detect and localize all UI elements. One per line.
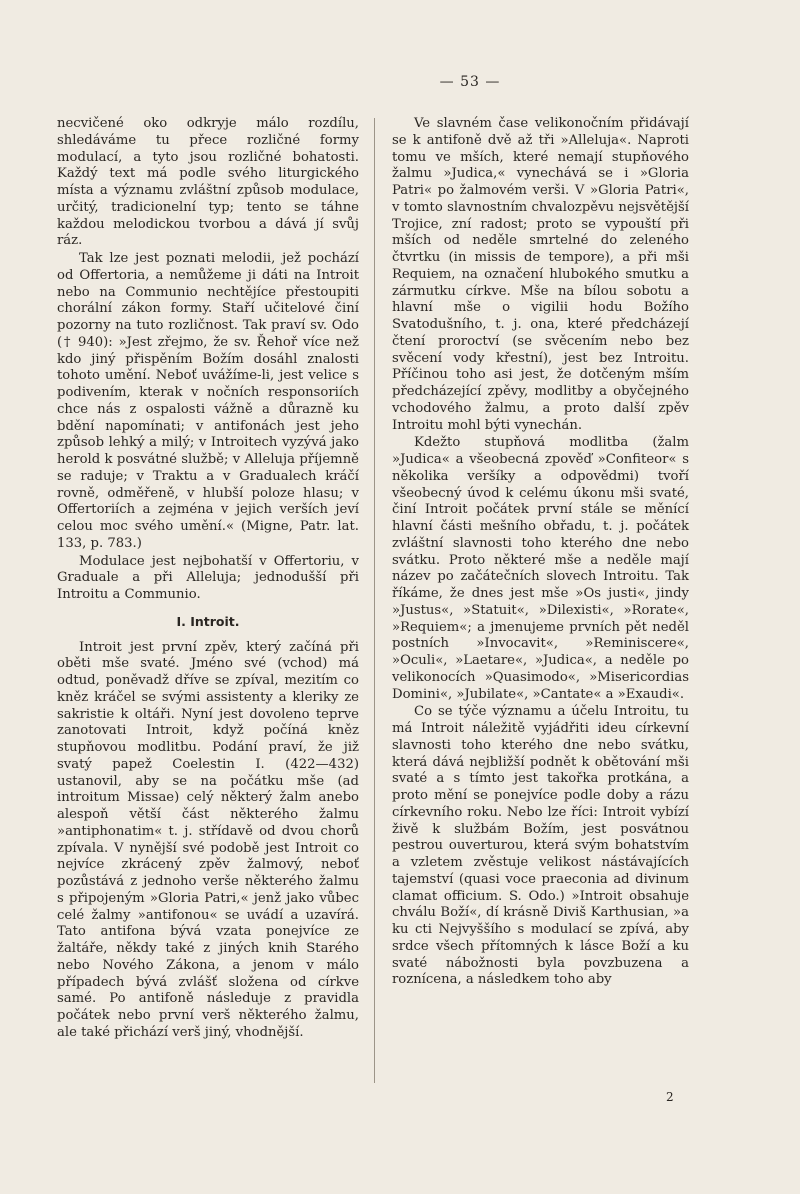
paragraph: Ve slavném čase velikonočním přidávají se k antifoně dvě až tři »Alleluja«. Naproti tomu ve mších, které nemají stupňového žalmu »Judica,« vynechává se i »Gloria Patri« po žalmovém verši. V »Gloria Patri«, v tomto slavnostním chvalozpěvu nejsvětější Trojice, zní radost; proto se vypouští při mších od neděle smrtelné do zeleného čtvrtku (in missis de tempore), a při mši Requiem, na označení hlubokého smutku a zármutku církve. Mše na bílou sobotu a hlavní mše o vigilii hodu Božího Svatodušního, t. j. ona, které předcházejí čtení proroctví (se svěcením nebo bez svěcení vody křestní), jest bez Introitu. Příčinou toho asi jest, že dotčeným mším předcházející zpěvy, modlitby a obyčejného vchodového žalmu, a proto další zpěv Introitu mohl býti vynechán. <box>392 116 689 433</box>
section-heading: I. Introit. <box>176 613 240 629</box>
paragraph: Co se týče významu a účelu Introitu, tu má Introit náležitě vyjádřiti ideu církevní slavnosti toho kterého dne nebo svátku, která dává nejbližší podnět k obětování mši svaté a s tímto jest takořka protkána, a proto mění se ponejvíce podle doby a rázu církevního roku. Nebo lze říci: Introit vybízí živě k službám Božím, jest posvátnou pestrou ouverturou, která svým bohatstvím a vzletem zvěstuje velikost nástávajících tajemství (quasi voce praeconia ad divinum clamat officium. S. Odo.) »Introit obsahuje chválu Boží«, dí krásně Diviš Karthusian, »a ku cti Nejvyššího s modulací se zpívá, aby srdce všech přítomných k lásce Boží a ku svaté nábožnosti byla povzbuzena a roznícena, a následkem toho aby <box>392 704 689 988</box>
paragraph: Kdežto stupňová modlitba (žalm »Judica« a všeobecná zpověď »Confiteor« s několika veršíky a odpovědmi) tvoří všeobecný úvod k celému úkonu mši svaté, činí Introit počátek první stále se měnící hlavní části mešního obřadu, t. j. počátek zvláštní slavnosti toho kterého dne nebo svátku. Proto některé mše a neděle mají název po začátečních slovech Introitu. Tak říkáme, že dnes jest mše »Os justi«, jindy »Justus«, »Statuit«, »Dilexisti«, »Rorate«, »Requiem«; a jmenujeme prvních pět neděl postních »Invocavit«, »Reminiscere«, »Oculi«, »Laetare«, »Judica«, a neděle po velikonocích »Quasimodo«, »Misericordias Domini«, »Jubilate«, »Cantate« a »Exaudi«. <box>392 435 689 702</box>
left-column <box>57 116 359 1042</box>
column-divider <box>374 118 375 1083</box>
paragraph: Modulace jest nejbohatší v Offertoriu, v Graduale a při Alleluja; jednodušší při Introitu a Communio. <box>57 553 359 602</box>
paragraph: Tak lze jest poznati melodii, jež pochází od Offertoria, a nemůžeme ji dáti na Introit nebo na Communio nechtějíce přestoupiti chorální zákon formy. Staří učitelové činí pozorny na tuto rozličnost. Tak praví sv. Odo († 940): »Jest zřejmo, že sv. Řehoř více než kdo jiný přispěním Božím dosáhl znalosti tohoto umění. Neboť uvážíme-li, jest velice s podivením, kterak v nočních responsoriích chce nás z ospalosti vážně a důrazně ku bdění napomínati; v antifonách jest jeho způsob lehký a milý; v Introitech vyzývá jako herold k posvátné službě; v Alleluja příjemně se raduje; v Traktu a v Gradualech kráčí rovně, odměřeně, v hlubší poloze hlasu; v Offertoriích a zejména v jejich verších jeví celou moc svého umění.« (Migne, Patr. lat. 133, p. 783.) <box>57 251 359 551</box>
paragraph: necvičené oko odkryje málo rozdílu, shledáváme tu přece rozličné formy modulací, a tyto jsou rozličné bohatosti. Každý text má podle svého liturgického místa a významu zvláštní způsob modulace, určitý, tradicionelní typ; tento se táhne každou melodickou tvorbou a dává jí svůj ráz. <box>57 116 359 249</box>
page-number: — 53 — <box>439 74 501 90</box>
paragraph: Introit jest první zpěv, který začíná při oběti mše svaté. Jméno své (vchod) má odtud, poněvadž dříve se zpíval, mezitím co kněz kráčel se svými assistenty a kleriky ze sakristie k oltáři. Nyní jest dovoleno teprve zanotovati Introit, když počíná kněz stupňovou modlitbu. Podání praví, že již svatý papež Coelestin I. (422—432) ustanovil, aby se na počátku mše (ad introitum Missae) celý některý žalm anebo alespoň větší část některého žalmu »antiphonatim« t. j. střídavě od dvou chorů zpívala. V nynější své podobě jest Introit co nejvíce zkrácený zpěv žalmový, neboť pozůstává z jednoho verše některého žalmu s připojeným »Gloria Patri,« jenž jako vůbec celé žalmy »antifonou« se uvádí a uzavírá. Tato antifona bývá vzata ponejvíce ze žaltáře, někdy také z jiných knih Starého nebo Nového Zákona, a jenom v málo případech bývá zvlášť složena od církve samé. Po antifoně následuje z pravidla počátek nebo první verš některého žalmu, ale také přichází verš jiný, vhodnější. <box>57 639 359 1040</box>
right-column <box>392 116 689 989</box>
signature-mark: 2 <box>666 1090 674 1104</box>
